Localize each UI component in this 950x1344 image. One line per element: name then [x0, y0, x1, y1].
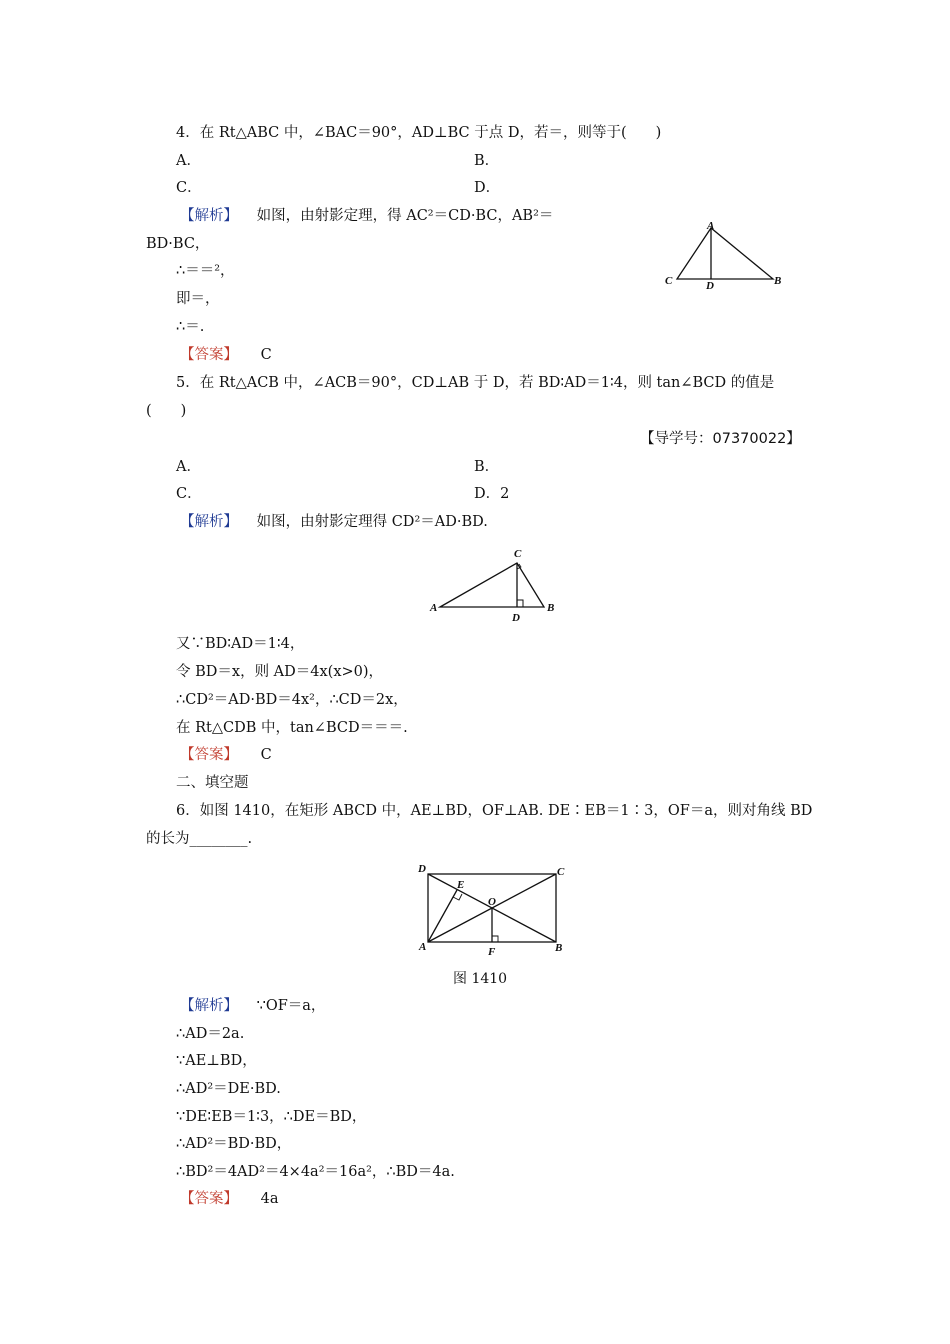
q5-answer: C	[260, 747, 272, 763]
q5-analysis-label: 【解析】	[180, 514, 238, 530]
section-heading: 二、填空题	[176, 775, 249, 791]
q5-line3: 令 BD＝x，则 AD＝4x(x>0)，	[176, 664, 384, 680]
q6-line6: ∴AD²＝BD·BD，	[176, 1136, 292, 1152]
q6-right-angle-mark-f	[492, 936, 498, 942]
q6-label-f: F	[488, 946, 496, 958]
q6-analysis-label: 【解析】	[180, 998, 238, 1014]
q6-answer-row	[180, 1189, 278, 1209]
q5-option-a: A．	[176, 459, 201, 475]
q6-answer-label: 【答案】	[180, 1191, 238, 1207]
q6-stem-1: 6．如图 1410，在矩形 ABCD 中，AE⊥BD，OF⊥AB. DE∶EB＝1∶3，OF＝a，则对角线 BD	[176, 803, 813, 819]
q4-label-a: A	[707, 220, 715, 232]
q5-right-angle-mark	[517, 600, 523, 607]
q6-label-c: C	[557, 866, 565, 878]
q5-analysis-row	[180, 512, 488, 532]
q4-triangle-figure	[660, 218, 790, 294]
q5-line5: 在 Rt△CDB 中，tan∠BCD＝＝＝.	[176, 720, 408, 736]
q6-label-b: B	[555, 942, 563, 954]
q4-answer-row	[180, 345, 272, 365]
q5-label-d: D	[512, 612, 520, 624]
q4-label-d: D	[706, 280, 714, 292]
q6-label-o: O	[488, 896, 496, 908]
q5-label-c: C	[514, 548, 522, 560]
q5-answer-label: 【答案】	[180, 747, 238, 763]
q4-analysis-line1: 如图，由射影定理，得 AC²＝CD·BC，AB²＝	[256, 208, 554, 224]
q4-label-c: C	[665, 275, 673, 287]
q5-analysis-line1: 如图，由射影定理得 CD²＝AD·BD.	[256, 514, 488, 530]
q4-triangle	[677, 228, 773, 279]
q5-triangle	[440, 563, 544, 607]
q6-rectangle-figure	[410, 860, 574, 960]
q4-analysis-label: 【解析】	[180, 208, 238, 224]
q4-analysis-line3: ∴＝＝²，	[176, 263, 235, 279]
q4-analysis-line2: BD·BC，	[146, 236, 210, 252]
q6-label-a: A	[419, 941, 427, 953]
q5-option-c: C．	[176, 486, 202, 502]
q6-stem-2: 的长为________.	[146, 831, 253, 847]
q5-label-a: A	[430, 602, 438, 614]
q4-analysis-line4: 即＝，	[176, 291, 220, 307]
q6-label-e: E	[457, 879, 465, 891]
q5-option-b: B．	[474, 459, 500, 475]
q5-triangle-figure	[426, 544, 562, 626]
q4-option-c: C．	[176, 180, 202, 196]
q6-analysis-row	[180, 996, 325, 1016]
q6-analysis-line1: ∵OF＝a，	[256, 998, 326, 1014]
q4-option-a: A．	[176, 153, 201, 169]
q6-line2: ∴AD＝2a.	[176, 1026, 245, 1042]
q5-stem: 5．在 Rt△ACB 中，∠ACB＝90°，CD⊥AB 于 D，若 BD∶AD＝1∶4，则 tan∠BCD 的值是	[176, 375, 775, 391]
q6-line7: ∴BD²＝4AD²＝4×4a²＝16a²，∴BD＝4a.	[176, 1164, 455, 1180]
q6-answer: 4a	[260, 1191, 279, 1207]
q4-answer: C	[260, 347, 272, 363]
q4-label-b: B	[774, 275, 782, 287]
q6-figure-caption: 图 1410	[453, 971, 508, 987]
q4-analysis-row	[180, 206, 553, 226]
q6-line5: ∵DE∶EB＝1∶3，∴DE＝BD，	[176, 1109, 367, 1125]
q6-line3: ∵AE⊥BD，	[176, 1053, 257, 1069]
q4-stem: 4．在 Rt△ABC 中，∠BAC＝90°，AD⊥BC 于点 D，若＝，则等于( )	[176, 125, 662, 141]
q4-analysis-line5: ∴＝.	[176, 319, 205, 335]
q5-option-d: D．2	[474, 486, 510, 502]
q4-option-d: D．	[474, 180, 501, 196]
q4-option-b: B．	[474, 153, 500, 169]
q5-answer-row	[180, 745, 272, 765]
q5-guide-number: 【导学号：07370022】	[640, 431, 801, 447]
q5-line4: ∴CD²＝AD·BD＝4x²，∴CD＝2x，	[176, 692, 408, 708]
q5-label-b: B	[547, 602, 555, 614]
q4-answer-label: 【答案】	[180, 347, 238, 363]
q6-label-d: D	[418, 863, 426, 875]
q5-line2: 又∵BD∶AD＝1∶4，	[176, 636, 305, 652]
q5-stem-2: ( )	[146, 403, 187, 419]
q6-line4: ∴AD²＝DE·BD.	[176, 1081, 281, 1097]
